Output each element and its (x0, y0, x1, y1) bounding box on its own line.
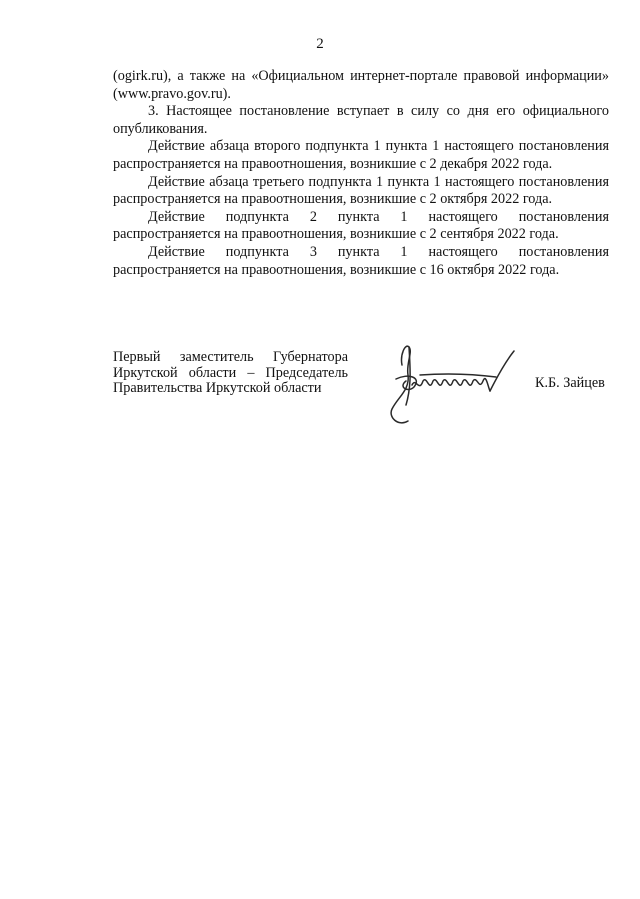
page-number: 2 (316, 36, 324, 52)
paragraph-effect-oct-16: Действие подпункта 3 пункта 1 настоящего постановления распространяется на правоотношения, возникшие с 16 октября 2022 года. (113, 243, 609, 278)
paragraph-effect-dec-2: Действие абзаца второго подпункта 1 пункта 1 настоящего постановления распространяется на правоотношения, возникшие с 2 декабря 2022 года. (113, 138, 609, 172)
paragraph-entry-into-force: 3. Настоящее постановление вступает в силу со дня его официального опубликования. (113, 103, 609, 137)
signatory-name: К.Б. Зайцев (535, 375, 605, 391)
paragraph-effect-oct-2: Действие абзаца третьего подпункта 1 пункта 1 настоящего постановления распространяется на правоотношения, возникшие с 2 октября 2022 года. (113, 173, 609, 208)
signatory-title (113, 350, 348, 397)
paragraph-effect-sep-2: Действие подпункта 2 пункта 1 настоящего постановления распространяется на правоотношения, возникшие с 2 сентября 2022 года. (113, 208, 609, 243)
signatory-title-line: Первый заместитель Губернатора (113, 349, 348, 365)
paragraph-publication: (ogirk.ru), а также на «Официальном интернет-портале правовой информации» (www.pravo.gov.ru). (113, 68, 609, 102)
signatory-title-line: Правительства Иркутской области (113, 380, 322, 397)
document-body (113, 68, 609, 279)
signatory-title-line: Иркутской области – Председатель (113, 364, 348, 381)
handwritten-signature (378, 335, 528, 430)
